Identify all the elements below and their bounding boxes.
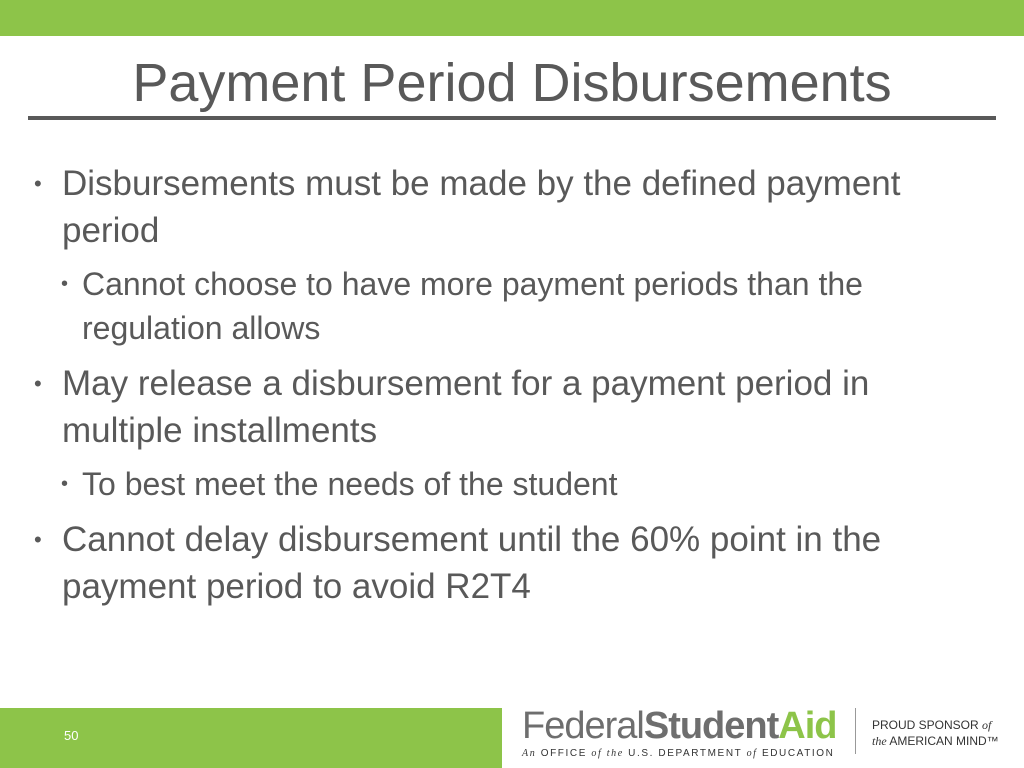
bullet-item xyxy=(34,360,974,454)
top-accent-bar xyxy=(0,0,1024,36)
bullet-text: May release a disbursement for a payment period in multiple installments xyxy=(62,364,870,450)
bullet-text: Cannot delay disbursement until the 60% point in the payment period to avoid R2T4 xyxy=(62,520,882,606)
logo-wordmark xyxy=(522,706,852,746)
bullet-dot-icon: • xyxy=(34,171,42,196)
federal-student-aid-logo xyxy=(522,706,852,762)
sponsor-text: PROUD SPONSOR of the AMERICAN MIND™ xyxy=(872,718,999,748)
bullet-dot-icon: • xyxy=(34,371,42,396)
bullet-list xyxy=(34,160,974,618)
bullet-item xyxy=(34,160,974,254)
bullet-dot-icon: • xyxy=(61,273,69,295)
bullet-item xyxy=(34,516,974,610)
bullet-text: Disbursements must be made by the defined payment period xyxy=(62,164,901,250)
page-number: 50 xyxy=(64,728,79,743)
logo-tagline: An OFFICE of the U.S. DEPARTMENT of EDUCATION xyxy=(522,748,835,759)
sub-bullet-item xyxy=(34,462,974,506)
slide-title: Payment Period Disbursements xyxy=(132,53,892,113)
bullet-text: Cannot choose to have more payment periods than the regulation allows xyxy=(82,266,863,346)
logo-student: Student xyxy=(643,705,779,747)
bullet-dot-icon: • xyxy=(61,473,69,495)
bullet-dot-icon: • xyxy=(34,527,42,552)
bullet-text: To best meet the needs of the student xyxy=(82,466,618,502)
title-underline xyxy=(28,116,996,120)
logo-aid: Aid xyxy=(778,705,837,747)
logo-federal: Federal xyxy=(522,705,644,747)
sub-bullet-item xyxy=(34,262,974,350)
logo-divider xyxy=(855,708,856,754)
